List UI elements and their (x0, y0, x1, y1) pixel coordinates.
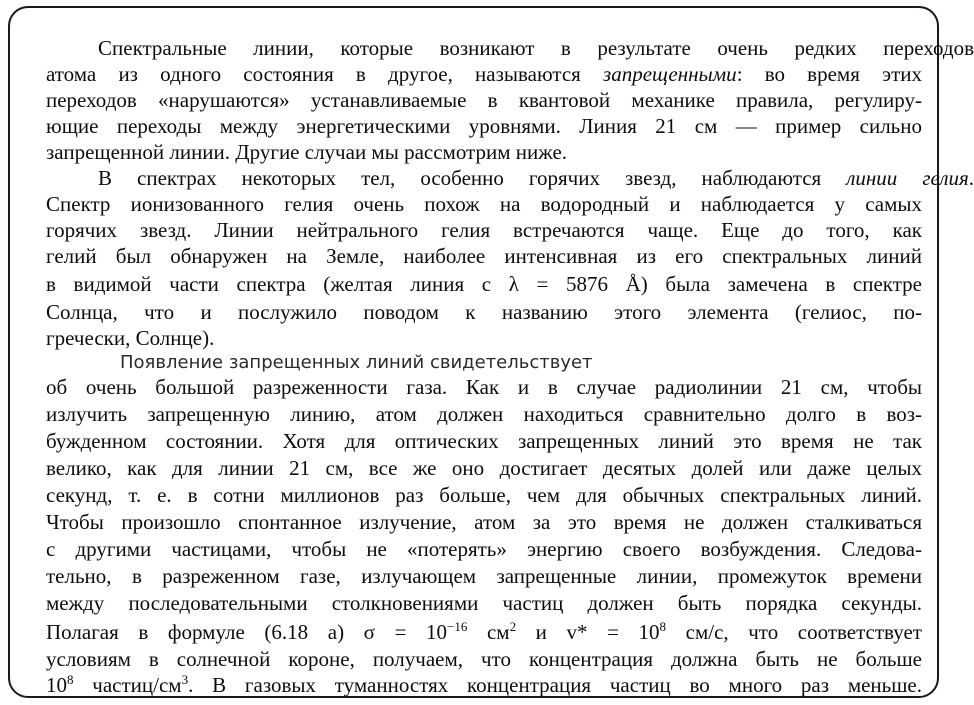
text-line (46, 61, 922, 87)
exponent: 3 (181, 672, 189, 687)
text-line (46, 401, 922, 427)
text-line (46, 672, 922, 698)
text-line (46, 299, 922, 325)
text-line (46, 217, 922, 243)
text-line (98, 35, 974, 61)
text-segment: ющие переходы между энергетическими уровнями. Линия 21 см — пример сильно (46, 114, 922, 138)
text-line (46, 113, 922, 139)
text-segment: горячих звезд. Линии нейтрального гелия встречаются чаще. Еще до того, как (46, 218, 922, 242)
text-segment: секунд, т. е. в сотни миллионов раз больше, чем для обычных спектральных линий. (46, 483, 922, 507)
text-segment: Полагая в формуле (6.18 а) σ = 10 (46, 620, 448, 644)
text-segment: в видимой части спектра (желтая линия с λ = 5876 Å) была замечена в спектре (46, 272, 922, 296)
text-line (46, 374, 922, 400)
text-segment: см (467, 620, 510, 644)
text-segment: условиям в солнечной короне, получаем, что концентрация должна быть не больше (46, 647, 922, 671)
text-line (120, 350, 593, 376)
emphasis-term: линии гелия (846, 166, 969, 190)
text-segment: гречески, Солнце). (46, 326, 215, 350)
exponent: −16 (447, 619, 468, 634)
text-segment: : во время этих (736, 62, 922, 86)
text-segment: Спектр ионизованного гелия очень похож на водородный и наблюдается у самых (46, 192, 922, 216)
text-line (98, 165, 974, 191)
text-segment: бужденном состоянии. Хотя для оптических запрещенных линий это время не так (46, 429, 922, 453)
text-segment: об очень большой разреженности газа. Как и в случае радиолинии 21 см, чтобы (46, 375, 922, 399)
text-segment: тельно, в разреженном газе, излучающем запрещенные линии, промежуток времени (46, 564, 922, 588)
text-line (46, 243, 922, 269)
text-segment: гелий был обнаружен на Земле, наиболее интенсивная из его спектральных линий (46, 244, 922, 268)
text-line (46, 619, 922, 645)
text-segment: и v* = 10 (516, 620, 660, 644)
text-segment: В спектрах некоторых тел, особенно горячих звезд, наблюдаются (98, 166, 847, 190)
text-segment: переходов «нарушаются» устанавливаемые в квантовой механике правила, регулиру- (46, 88, 922, 112)
text-segment: см/с, что соответствует (666, 620, 922, 644)
text-line (46, 325, 922, 351)
text-line (46, 271, 922, 297)
text-line (46, 139, 922, 165)
text-segment: Чтобы произошло спонтанное излучение, атом за это время не должен сталкиваться (46, 510, 922, 534)
text-line (46, 87, 922, 113)
text-segment: Спектральные линии, которые возникают в результате очень редких переходов (98, 36, 974, 60)
text-segment: . (968, 166, 974, 190)
text-segment: . В газовых туманностях концентрация частиц во много раз меньше. (188, 673, 922, 697)
text-line (46, 482, 922, 508)
text-line (46, 590, 922, 616)
text-line (46, 536, 922, 562)
text-segment: запрещенной линии. Другие случаи мы рассмотрим ниже. (46, 140, 568, 164)
text-segment: с другими частицами, чтобы не «потерять» энергию своего возбуждения. Следова- (46, 537, 922, 561)
exponent: 8 (659, 619, 667, 634)
text-segment: Появление запрещенных линий свидетельствует (120, 352, 593, 373)
text-line (46, 428, 922, 454)
text-segment: атома из одного состояния в другое, называются (46, 62, 604, 86)
text-segment: велико, как для линии 21 см, все же оно достигает десятых долей или даже целых (46, 456, 922, 480)
text-segment: 10 (46, 673, 67, 697)
text-line (46, 509, 922, 535)
text-line (46, 455, 922, 481)
exponent: 2 (509, 619, 517, 634)
text-segment: между последовательными столкновениями частиц должен быть порядка секунды. (46, 591, 922, 615)
text-line (46, 646, 922, 672)
text-segment: Солнца, что и послужило поводом к названию этого элемента (гелиос, по- (46, 300, 922, 324)
text-segment: частиц/см (73, 673, 182, 697)
text-line (46, 563, 922, 589)
slide-frame (8, 6, 974, 698)
exponent: 8 (67, 672, 74, 687)
emphasis-term: запрещенными (603, 62, 737, 86)
text-line (46, 191, 922, 217)
text-segment: излучить запрещенную линию, атом должен находиться сравнительно долго в воз- (46, 402, 922, 426)
